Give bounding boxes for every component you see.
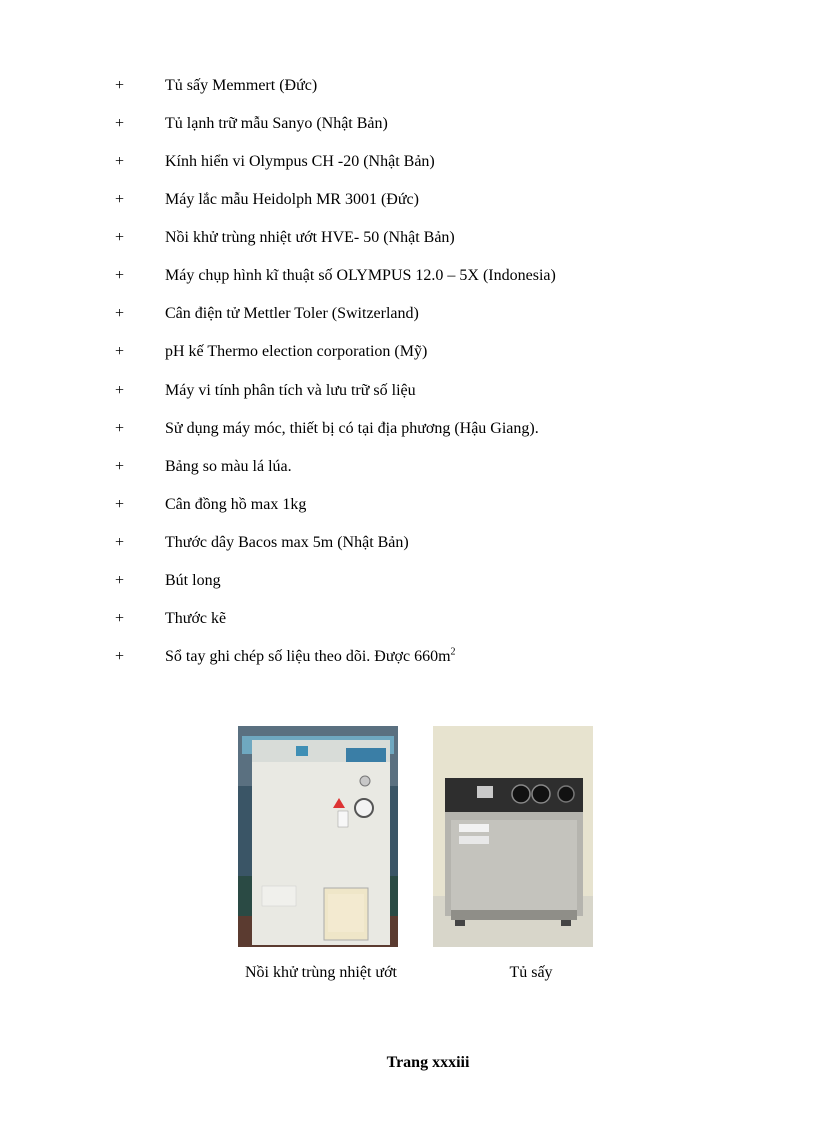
bullet-marker: + <box>115 191 125 209</box>
list-item <box>0 112 816 136</box>
drying-oven-photo <box>433 726 593 947</box>
list-item <box>0 645 816 669</box>
list-item-text: Thước kẽ <box>165 609 227 627</box>
bullet-marker: + <box>115 267 125 285</box>
bullet-marker: + <box>115 495 125 513</box>
list-item-text: Thước dây Bacos max 5m (Nhật Bản) <box>165 533 409 551</box>
list-item <box>0 150 816 174</box>
list-item <box>0 569 816 593</box>
list-item-text: Máy chụp hình kĩ thuật số OLYMPUS 12.0 – 5X (Indonesia) <box>165 267 556 285</box>
bullet-marker: + <box>115 77 125 94</box>
superscript-exponent: 2 <box>450 646 456 658</box>
bullet-marker: + <box>115 153 125 171</box>
autoclave-photo <box>238 726 398 947</box>
list-item <box>0 493 816 517</box>
list-item <box>0 74 816 98</box>
list-item <box>0 607 816 631</box>
list-item-text: Cân đồng hồ max 1kg <box>165 495 307 513</box>
bullet-marker: + <box>115 609 125 627</box>
list-item <box>0 188 816 212</box>
bullet-marker: + <box>115 648 125 666</box>
list-item-text <box>165 645 456 669</box>
list-item-text: Sử dụng máy móc, thiết bị có tại địa phương (Hậu Giang). <box>165 419 539 437</box>
list-item-text: Tủ sấy Memmert (Đức) <box>165 77 318 94</box>
list-item-text: Tủ lạnh trữ mẫu Sanyo (Nhật Bản) <box>165 115 388 133</box>
list-item-text-main: Sổ tay ghi chép số liệu theo dõi. Được 660m <box>165 648 451 666</box>
bullet-marker: + <box>115 229 125 247</box>
list-item-text: Bảng so màu lá lúa. <box>165 457 292 475</box>
list-item <box>0 379 816 403</box>
list-item <box>0 226 816 250</box>
list-item <box>0 417 816 441</box>
bullet-marker: + <box>115 457 125 475</box>
list-item-text: pH kế Thermo election corporation (Mỹ) <box>165 343 428 361</box>
bullet-marker: + <box>115 533 125 551</box>
bullet-marker: + <box>115 115 125 133</box>
bullet-marker: + <box>115 381 125 399</box>
list-item-text: Máy vi tính phân tích và lưu trữ số liệu <box>165 381 416 399</box>
list-item <box>0 264 816 288</box>
list-item <box>0 531 816 555</box>
bullet-marker: + <box>115 343 125 361</box>
list-item <box>0 455 816 479</box>
drying-oven-caption: Tủ sấy <box>509 964 553 981</box>
list-item-text: Kính hiển vi Olympus CH -20 (Nhật Bản) <box>165 153 435 171</box>
bullet-marker: + <box>115 419 125 437</box>
page-number: Trang xxxiii <box>386 1054 470 1071</box>
list-item-text: Máy lắc mẫu Heidolph MR 3001 (Đức) <box>165 191 419 209</box>
bullet-marker: + <box>115 571 125 589</box>
list-item-text: Nồi khử trùng nhiệt ướt HVE- 50 (Nhật Bản) <box>165 229 455 247</box>
list-item-text: Cân điện tử Mettler Toler (Switzerland) <box>165 305 419 323</box>
autoclave-caption: Nồi khử trùng nhiệt ướt <box>244 964 397 981</box>
bullet-marker: + <box>115 305 125 323</box>
list-item <box>0 302 816 326</box>
list-item <box>0 340 816 364</box>
list-item-text: Bút long <box>165 571 221 589</box>
